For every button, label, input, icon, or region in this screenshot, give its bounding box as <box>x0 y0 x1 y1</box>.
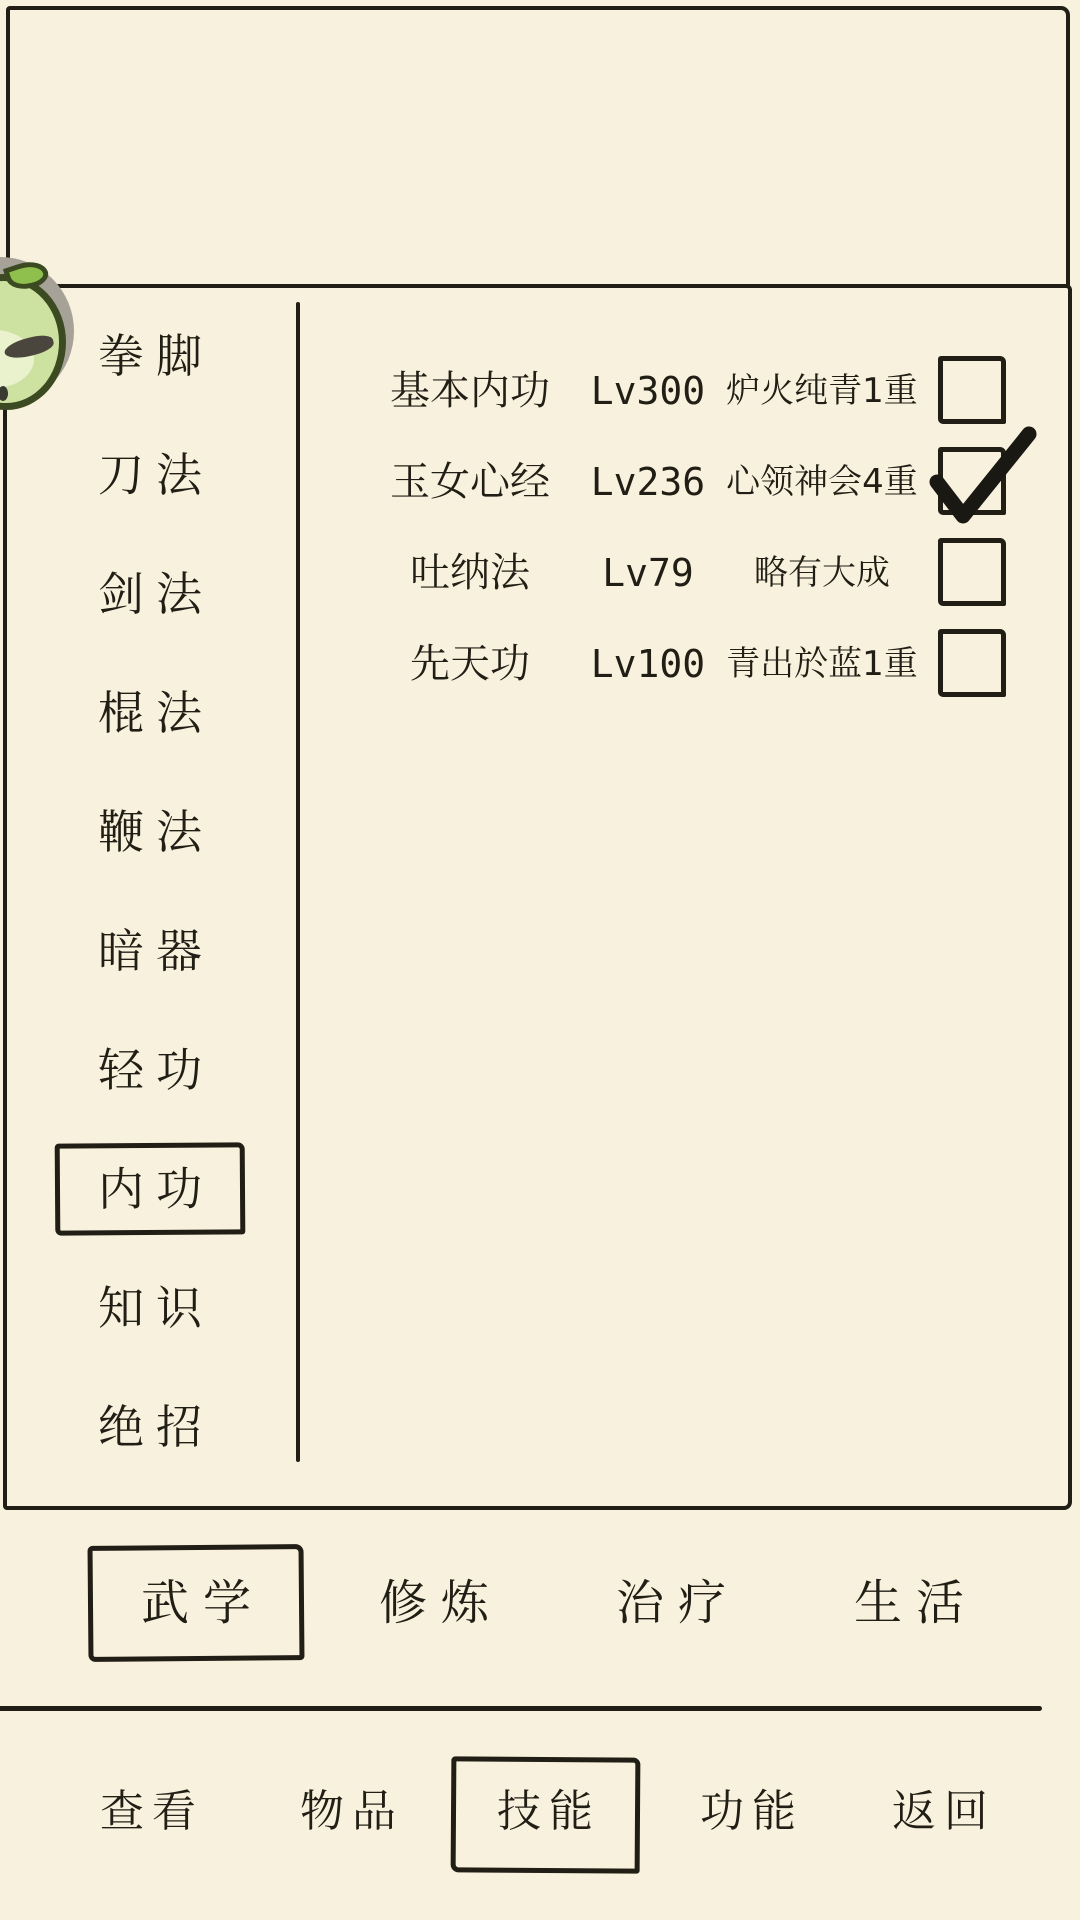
sidebar-item-label: 轻功 <box>98 1042 214 1097</box>
sidebar-item-lightness[interactable] <box>10 1010 290 1129</box>
skill-grade: 青出於蓝1重 <box>726 643 918 684</box>
skill-checkbox[interactable] <box>938 538 1006 606</box>
nav-back[interactable]: 返回 <box>892 1786 996 1837</box>
skill-name: 玉女心经 <box>390 458 550 505</box>
sidebar-item-ultimate[interactable] <box>10 1367 290 1486</box>
sidebar-item-label: 棍法 <box>98 685 214 740</box>
skill-checkbox[interactable] <box>938 629 1006 697</box>
skill-level: Lv300 <box>590 368 706 413</box>
sidebar-item-label: 鞭法 <box>98 804 214 859</box>
tab-healing[interactable]: 治疗 <box>615 1575 741 1631</box>
skill-grade: 略有大成 <box>754 552 890 593</box>
skill-checkbox[interactable] <box>938 447 1006 515</box>
sidebar-item-label: 知识 <box>98 1280 214 1335</box>
skill-category-sidebar <box>10 296 290 1486</box>
skill-row[interactable] <box>300 618 1070 709</box>
tab-cultivation[interactable]: 修炼 <box>378 1575 504 1631</box>
skill-level: Lv100 <box>590 641 706 686</box>
nav-functions[interactable]: 功能 <box>700 1786 804 1837</box>
nav-view[interactable]: 查看 <box>100 1786 204 1837</box>
check-icon <box>927 424 1039 534</box>
top-dialog-box <box>6 6 1070 288</box>
nav-items[interactable]: 物品 <box>300 1786 404 1837</box>
skill-row[interactable] <box>300 527 1070 618</box>
skill-grade: 心领神会4重 <box>726 461 918 502</box>
sidebar-item-label: 内功 <box>97 1161 215 1216</box>
nav-skills[interactable]: 技能 <box>497 1786 601 1837</box>
skill-name: 基本内功 <box>390 367 550 414</box>
skill-level: Lv79 <box>602 550 694 595</box>
skill-name: 吐纳法 <box>410 549 530 596</box>
sidebar-item-label: 暗器 <box>98 923 214 978</box>
skill-name: 先天功 <box>410 640 530 687</box>
sidebar-item-label: 刀法 <box>98 447 214 502</box>
skill-row[interactable] <box>300 345 1070 436</box>
sidebar-item-knowledge[interactable] <box>10 1248 290 1367</box>
skill-level: Lv236 <box>590 459 706 504</box>
sidebar-item-hidden-weapon[interactable] <box>10 891 290 1010</box>
skill-checkbox[interactable] <box>938 356 1006 424</box>
skill-list <box>300 345 1070 709</box>
skill-row[interactable] <box>300 436 1070 527</box>
sidebar-item-whip[interactable] <box>10 772 290 891</box>
sidebar-item-label: 剑法 <box>98 566 214 621</box>
skill-grade: 炉火纯青1重 <box>726 370 918 411</box>
tab-life[interactable]: 生活 <box>853 1575 979 1631</box>
section-divider <box>0 1706 1042 1711</box>
sidebar-item-sword[interactable] <box>10 534 290 653</box>
sidebar-item-staff[interactable] <box>10 653 290 772</box>
sidebar-item-blade[interactable] <box>10 415 290 534</box>
sidebar-item-label: 拳脚 <box>98 328 214 383</box>
sidebar-item-label: 绝招 <box>98 1399 214 1454</box>
tab-martial-arts[interactable]: 武学 <box>140 1575 266 1631</box>
sidebar-item-internal[interactable] <box>10 1129 290 1248</box>
